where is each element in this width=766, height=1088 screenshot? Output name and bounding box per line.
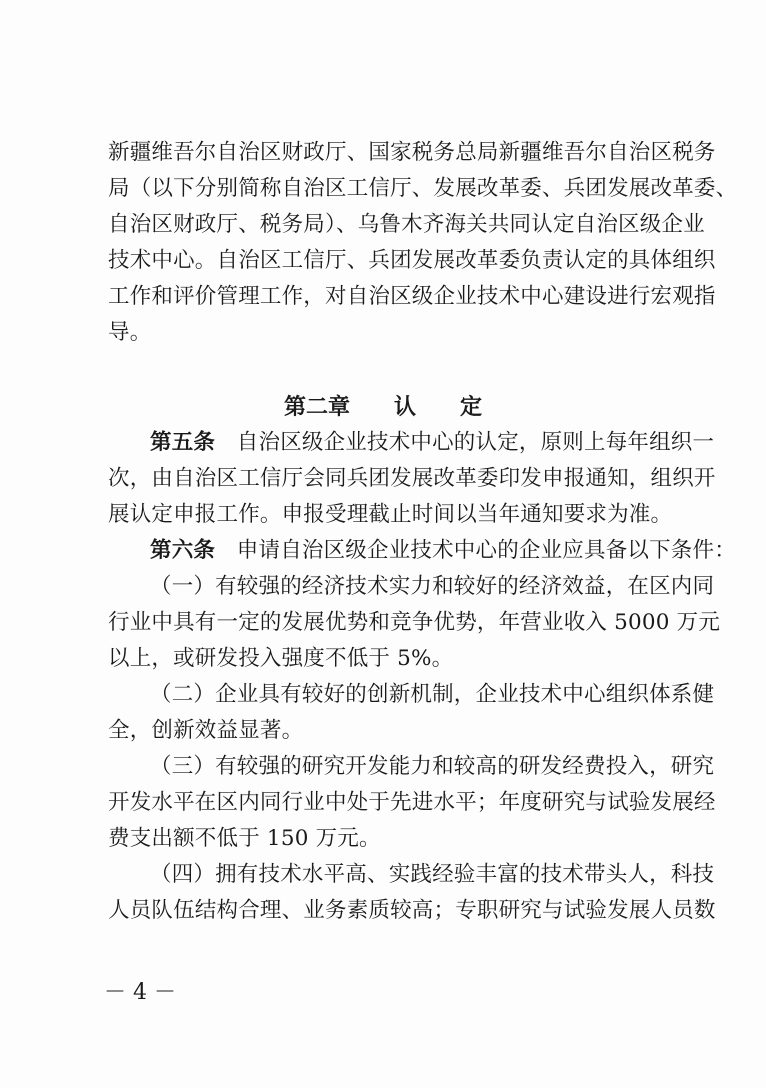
condition-2-line-2: 全，创新效益显著。 xyxy=(108,718,304,743)
condition-3-line-2: 开发水平在区内同行业中处于先进水平；年度研究与试验发展经 xyxy=(108,790,716,815)
article-6-first-line xyxy=(150,537,736,565)
condition-1-first-line: （一）有较强的经济技术实力和较好的经济效益，在区内同 xyxy=(150,574,715,599)
condition-1-line-2: 行业中具有一定的发展优势和竞争优势，年营业收入 5000 万元 xyxy=(108,610,721,635)
condition-3-line-3: 费支出额不低于 150 万元。 xyxy=(108,826,381,851)
article-6-label: 第六条 xyxy=(150,538,216,563)
article-5-line-3: 展认定申报工作。申报受理截止时间以当年通知要求为准。 xyxy=(108,502,673,527)
article-6-text: 申请自治区级企业技术中心的企业应具备以下条件： xyxy=(215,538,736,563)
article-5-label: 第五条 xyxy=(150,430,216,455)
page-number: － 4 － xyxy=(104,980,176,1005)
condition-4-line-2: 人员队伍结构合理、业务素质较高；专职研究与试验发展人员数 xyxy=(108,898,716,923)
paragraph-1-line-4: 技术中心。自治区工信厅、兵团发展改革委负责认定的具体组织 xyxy=(108,248,716,273)
article-5-line-2: 次，由自治区工信厅会同兵团发展改革委印发申报通知，组织开 xyxy=(108,466,716,491)
article-5-text: 自治区级企业技术中心的认定，原则上每年组织一 xyxy=(215,430,715,455)
condition-2-first-line: （二）企业具有较好的创新机制，企业技术中心组织体系健 xyxy=(150,682,715,707)
paragraph-1-line-2: 局（以下分别简称自治区工信厅、发展改革委、兵团发展改革委、 xyxy=(108,176,738,201)
paragraph-1-line-1: 新疆维吾尔自治区财政厅、国家税务总局新疆维吾尔自治区税务 xyxy=(108,140,716,165)
paragraph-1-line-3: 自治区财政厅、税务局）、乌鲁木齐海关共同认定自治区级企业 xyxy=(108,212,705,237)
paragraph-1-line-5: 工作和评价管理工作，对自治区级企业技术中心建设进行宏观指 xyxy=(108,284,716,309)
condition-3-first-line: （三）有较强的研究开发能力和较高的研发经费投入，研究 xyxy=(150,754,715,779)
article-5-first-line xyxy=(150,429,715,457)
condition-1-line-3: 以上，或研发投入强度不低于 5%。 xyxy=(108,646,454,671)
condition-4-first-line: （四）拥有技术水平高、实践经验丰富的技术带头人，科技 xyxy=(150,862,715,887)
paragraph-1-line-6: 导。 xyxy=(108,320,152,345)
chapter-heading: 第二章 认 定 xyxy=(283,394,482,420)
